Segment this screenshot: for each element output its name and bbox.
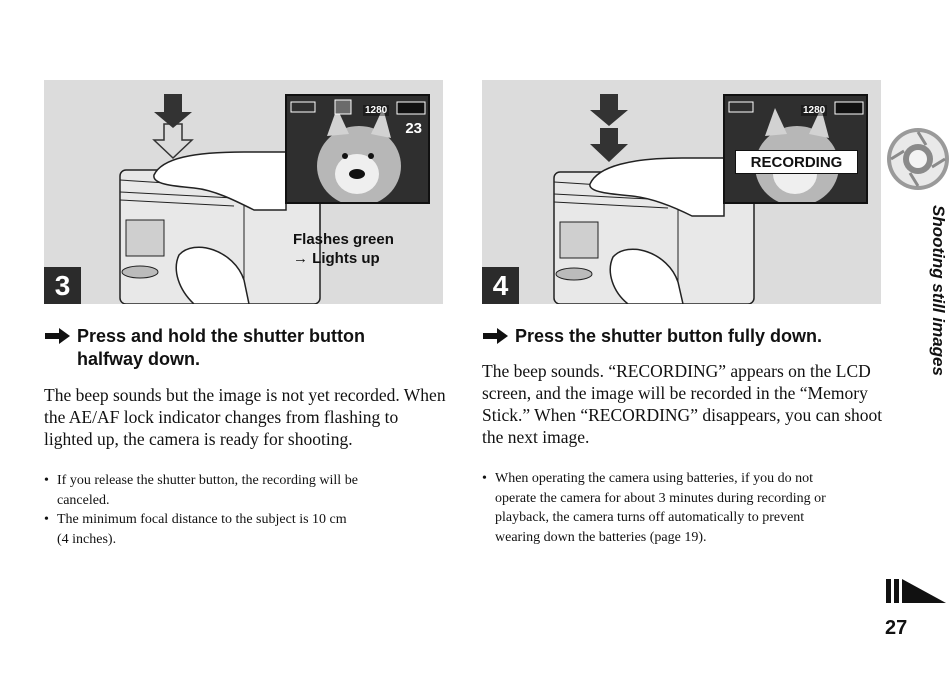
continue-arrow-icon xyxy=(886,577,946,605)
note-item xyxy=(44,471,424,510)
note-item xyxy=(482,469,880,547)
note-text: The minimum focal distance to the subject is 10 cm xyxy=(57,512,347,527)
step-3-notes xyxy=(44,471,424,549)
note-text: wearing down the batteries (page 19). xyxy=(495,529,707,545)
lcd-shot-count: 23 xyxy=(405,120,422,137)
camera-section-icon xyxy=(886,127,950,191)
lcd-screen-recording xyxy=(723,94,868,204)
lcd-resolution: 1280 xyxy=(365,105,388,116)
page-number: 27 xyxy=(885,617,908,639)
recording-overlay: RECORDING xyxy=(735,150,858,174)
step-4-illustration xyxy=(482,80,881,304)
step-number-badge: 3 xyxy=(44,267,81,304)
heading-line-1: Press the shutter button fully down. xyxy=(515,326,823,346)
section-label: Shooting still images xyxy=(929,205,948,376)
heading-line-1: Press and hold the shutter button xyxy=(77,326,366,346)
note-text: (4 inches). xyxy=(57,531,117,547)
note-text: When operating the camera using batteries, if you do not xyxy=(495,471,814,486)
callout-line-1: Flashes green xyxy=(293,231,394,248)
right-arrow-icon xyxy=(482,325,510,347)
step-3-heading xyxy=(44,325,444,371)
step-3-illustration xyxy=(44,80,443,304)
heading-line-2: halfway down. xyxy=(77,349,201,369)
note-text: If you release the shutter button, the recording will be xyxy=(57,473,358,488)
note-text: playback, the camera turns off automatically to prevent xyxy=(495,510,805,525)
step-number-badge: 4 xyxy=(482,267,519,304)
step-3-body: The beep sounds but the image is not yet recorded. When the AE/AF lock indicator changes from flashing to lighted up, the camera is ready for shooting. xyxy=(44,385,446,449)
lcd-resolution: 1280 xyxy=(803,105,826,116)
step-4-body: The beep sounds. “RECORDING” appears on the LCD screen, and the image will be recorded in the “Memory Stick.” When “RECORDING” disappears, you can shoot the next image. xyxy=(482,361,883,447)
right-arrow-icon xyxy=(44,325,72,347)
step-4-notes xyxy=(482,469,880,547)
callout-line-2: → Lights up xyxy=(293,250,380,267)
step-4-heading xyxy=(482,325,882,348)
lcd-screen-preview xyxy=(285,94,430,204)
note-text: operate the camera for about 3 minutes during recording or xyxy=(495,490,826,506)
note-text: canceled. xyxy=(57,492,110,508)
ae-af-indicator-callout xyxy=(293,230,394,268)
dog-photo-thumbnail xyxy=(287,96,430,204)
note-item xyxy=(44,510,424,549)
